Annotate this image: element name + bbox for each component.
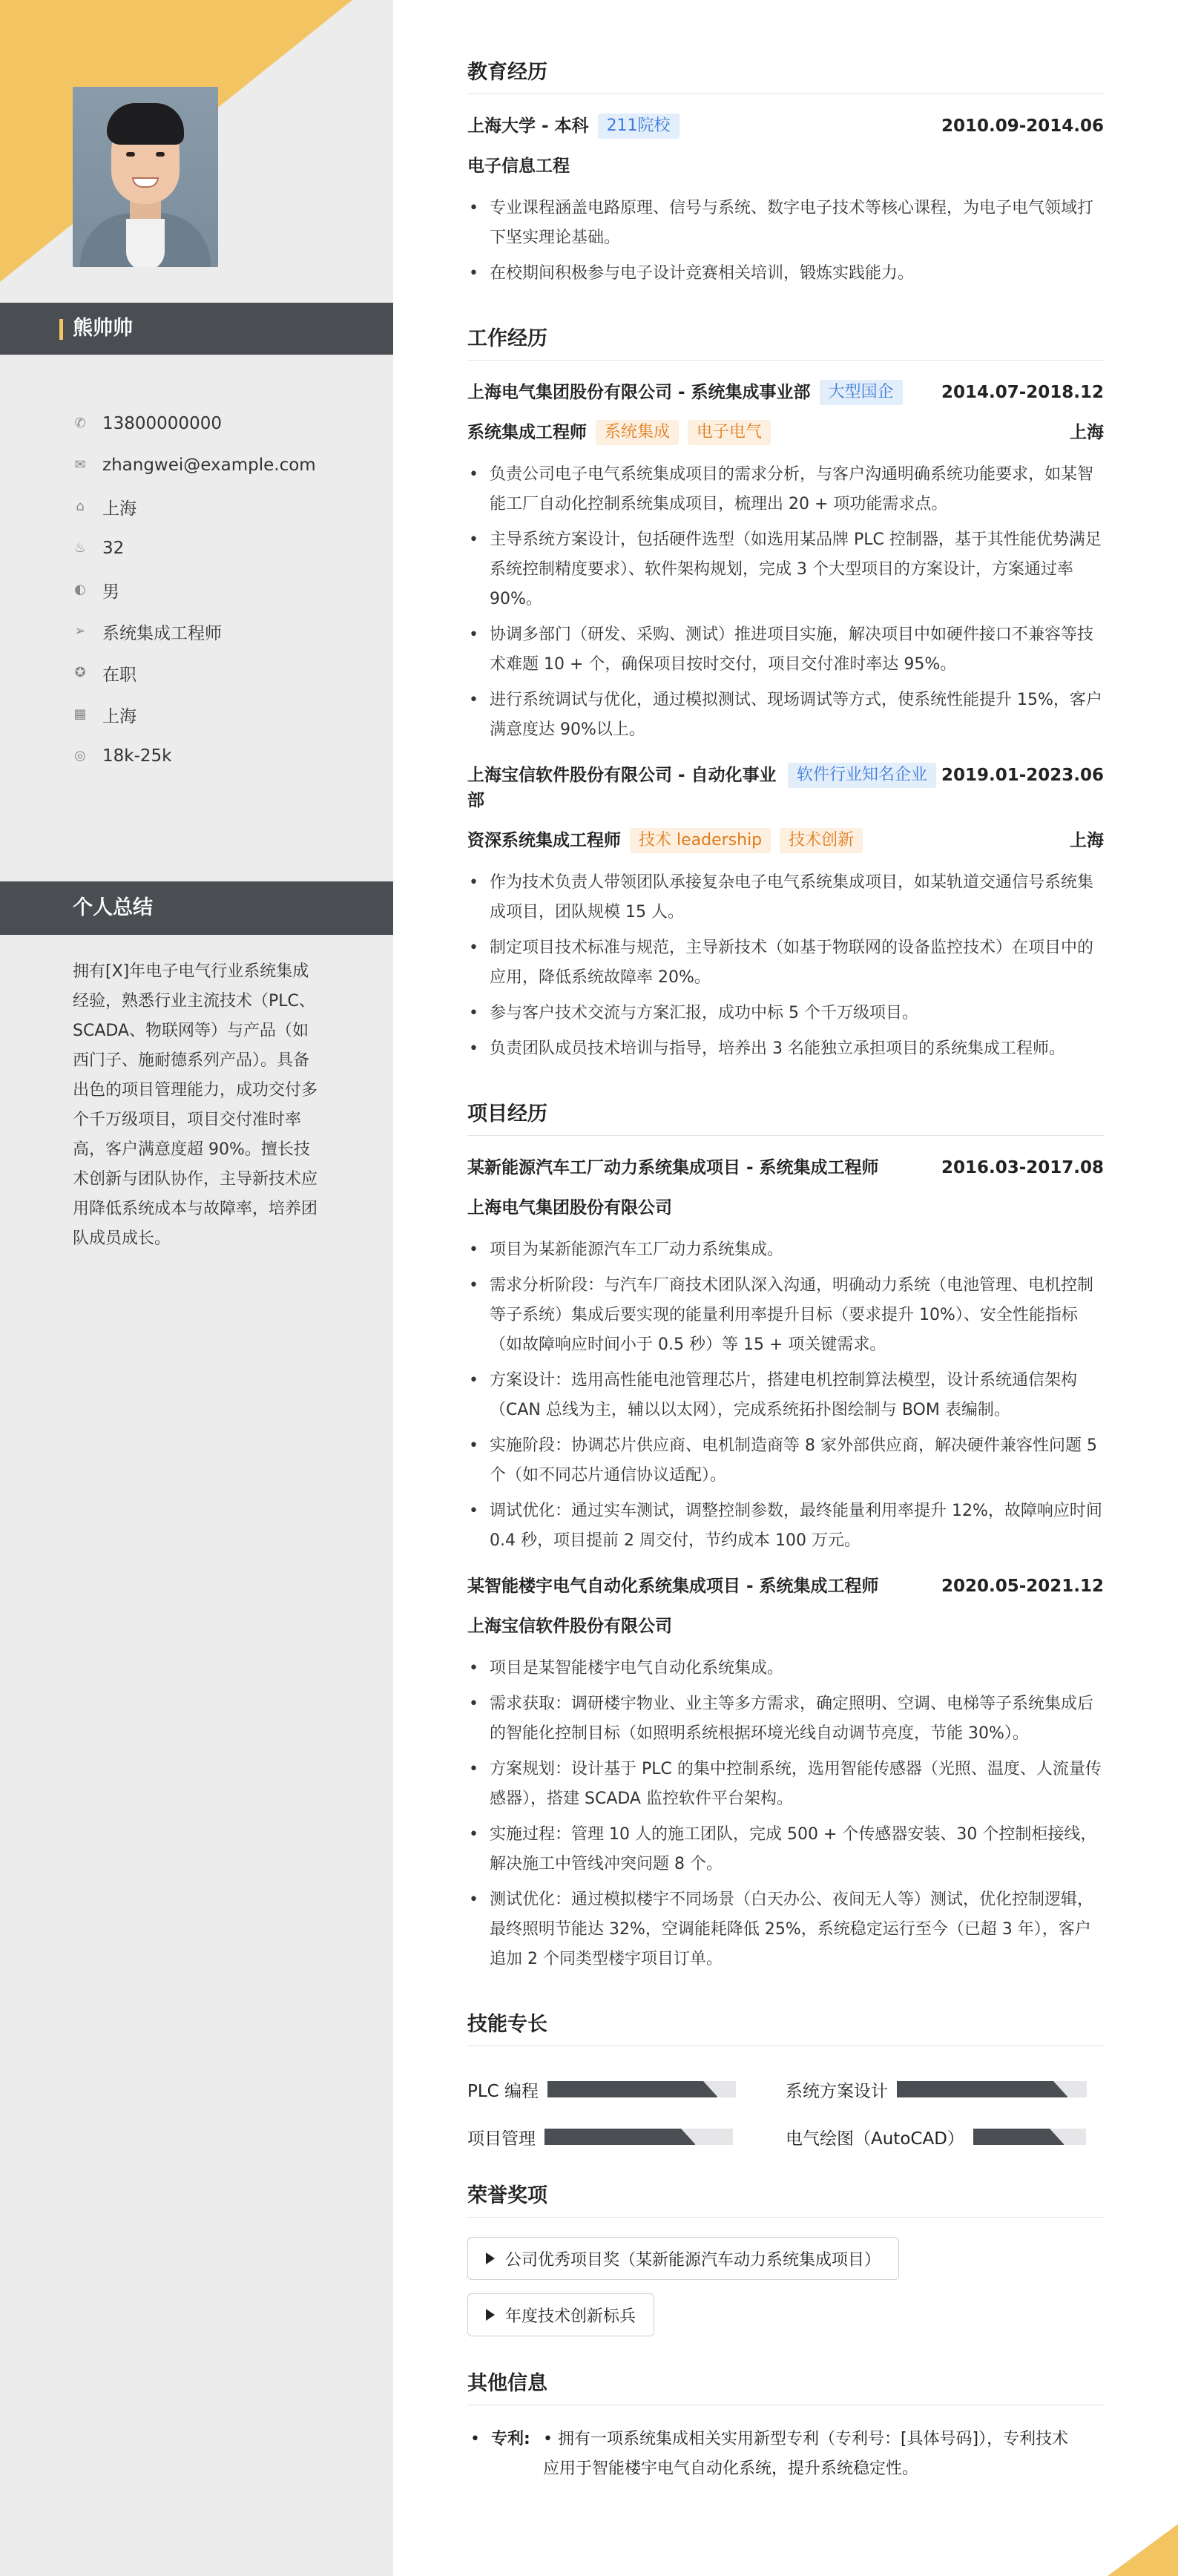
mail-icon: ✉ <box>74 457 86 473</box>
skill-item <box>786 2113 1104 2161</box>
project-company: 上海电气集团股份有限公司 <box>467 1198 672 1218</box>
education-section <box>467 59 1104 289</box>
contact-info <box>73 403 384 777</box>
skill-item <box>786 2066 1104 2113</box>
list-item: • 方案规划：设计基于 PLC 的集中控制系统，选用智能传感器（光照、温度、人流量传感器），搭建 SCADA 监控软件平台架构。 <box>467 1755 1104 1814</box>
education-title: 教育经历 <box>467 59 1104 94</box>
job-date: 2014.07-2018.12 <box>941 383 1104 402</box>
job-role: 资深系统集成工程师 <box>467 831 621 850</box>
home-icon: ⌂ <box>76 499 85 514</box>
projects-section <box>467 1101 1104 1974</box>
role-tag: 电子电气 <box>688 420 771 445</box>
info-row-phone: ✆ 13800000000 <box>73 403 384 444</box>
project-bullets <box>467 1654 1104 1974</box>
skill-name: PLC 编程 <box>467 2081 539 2101</box>
company-tag: 大型国企 <box>820 380 903 405</box>
skill-bar <box>897 2081 1087 2097</box>
education-bullets <box>467 194 1104 289</box>
job-city: 上海 <box>1070 423 1104 442</box>
skill-name: 项目管理 <box>467 2129 536 2149</box>
list-item: • 在校期间积极参与电子设计竞赛相关培训，锻炼实践能力。 <box>467 259 1104 289</box>
other-title: 其他信息 <box>467 2370 1104 2405</box>
skills-title: 技能专长 <box>467 2011 1104 2046</box>
skill-bar <box>973 2129 1086 2145</box>
age-icon: ♨ <box>73 540 87 556</box>
company-name: 上海电气集团股份有限公司 - 系统集成事业部 <box>467 383 811 402</box>
work-title: 工作经历 <box>467 326 1104 361</box>
list-item: • 负责团队成员技术培训与指导，培养出 3 名能独立承担项目的系统集成工程师。 <box>467 1034 1104 1064</box>
other-label: 专利: <box>491 2430 530 2448</box>
list-item: • 制定项目技术标准与规范，主导新技术（如基于物联网的设备监控技术）在项目中的应用，降低系统故障率 20%。 <box>467 933 1104 993</box>
list-item: • 测试优化：通过模拟楼宇不同场景（白天办公、夜间无人等）测试，优化控制逻辑，最终照明节能达 32%，空调能耗降低 25%，系统稳定运行至今（已超 3 年），客户追加 2 个同类型楼宇项目订单。 <box>467 1885 1104 1974</box>
info-row-position: ➢ 系统集成工程师 <box>73 611 384 652</box>
info-row-status: ✪ 在职 <box>73 652 384 694</box>
projects-title: 项目经历 <box>467 1101 1104 1136</box>
role-tag: 技术 leadership <box>630 828 771 853</box>
job-date: 2019.01-2023.06 <box>941 766 1104 785</box>
school-tag: 211院校 <box>598 114 680 139</box>
salary-icon: ◎ <box>74 748 86 763</box>
project-date: 2016.03-2017.08 <box>941 1158 1104 1177</box>
position-icon: ➢ <box>74 623 86 639</box>
role-tag: 系统集成 <box>596 420 679 445</box>
summary-bar <box>0 881 393 935</box>
skill-bar-fill <box>897 2081 1067 2097</box>
city-icon: ▦ <box>73 706 87 722</box>
info-row-email: ✉ zhangwei@example.com <box>73 444 384 486</box>
education-date: 2010.09-2014.06 <box>941 116 1104 136</box>
avatar <box>73 87 218 267</box>
list-item: • 参与客户技术交流与方案汇报，成功中标 5 个千万级项目。 <box>467 999 1104 1028</box>
job-city: 上海 <box>1070 831 1104 850</box>
list-item: • 方案设计：选用高性能电池管理芯片，搭建电机控制算法模型，设计系统通信架构（CAN 总线为主，辅以以太网），完成系统拓扑图绘制与 BOM 表编制。 <box>467 1366 1104 1425</box>
info-row-city: ▦ 上海 <box>73 706 136 726</box>
project-company: 上海宝信软件股份有限公司 <box>467 1617 672 1636</box>
phone-icon: ✆ <box>74 415 86 431</box>
info-row-age: ♨ 32 <box>73 539 125 558</box>
candidate-name: 熊帅帅 <box>73 317 133 340</box>
project-bullets <box>467 1235 1104 1556</box>
name-accent <box>59 319 63 340</box>
play-icon <box>486 2253 495 2264</box>
role-tag: 技术创新 <box>780 828 863 853</box>
skill-item <box>467 2066 786 2113</box>
info-row-gender: ◐ 男 <box>73 569 384 611</box>
award-item: 年度技术创新标兵 <box>467 2293 654 2336</box>
list-item: • 需求获取：调研楼宇物业、业主等多方需求，确定照明、空调、电梯等子系统集成后的智能化控制目标（如照明系统根据环境光线自动调节亮度，节能 30%）。 <box>467 1689 1104 1749</box>
skill-name: 系统方案设计 <box>786 2081 888 2101</box>
skill-bar-fill <box>544 2129 695 2145</box>
skills-grid <box>467 2066 1104 2161</box>
awards-title: 荣誉奖项 <box>467 2183 1104 2218</box>
list-item: • 调试优化：通过实车测试，调整控制参数，最终能量利用率提升 12%，故障响应时间 0.4 秒，项目提前 2 周交付，节约成本 100 万元。 <box>467 1496 1104 1556</box>
list-item: • 项目为某新能源汽车工厂动力系统集成。 <box>467 1235 1104 1265</box>
company-tag: 软件行业知名企业 <box>788 763 936 788</box>
list-item: • 专业课程涵盖电路原理、信号与系统、数字电子技术等核心课程，为电子电气领域打下坚实理论基础。 <box>467 194 1104 253</box>
info-row-home: ⌂ 上海 <box>73 486 384 528</box>
status-icon: ✪ <box>74 665 86 680</box>
skill-bar-fill <box>973 2129 1064 2145</box>
award-item: 公司优秀项目奖（某新能源汽车动力系统集成项目） <box>467 2237 899 2280</box>
list-item: • 负责公司电子电气系统集成项目的需求分析，与客户沟通明确系统功能要求，如某智能工厂自动化控制系统集成项目，梳理出 20 + 项功能需求点。 <box>467 460 1104 519</box>
list-item: • 主导系统方案设计，包括硬件选型（如选用某品牌 PLC 控制器，基于其性能优势满足系统控制精度要求）、软件架构规划，完成 3 个大型项目的方案设计，方案通过率 90%。 <box>467 525 1104 614</box>
play-icon <box>486 2309 495 2321</box>
list-item: • 实施阶段：协调芯片供应商、电机制造商等 8 家外部供应商，解决硬件兼容性问题 5 个（如不同芯片通信协议适配）。 <box>467 1431 1104 1491</box>
list-item: • 协调多部门（研发、采购、测试）推进项目实施，解决项目中如硬件接口不兼容等技术难题 10 + 个，确保项目按时交付，项目交付准时率达 95%。 <box>467 620 1104 680</box>
company-name: 上海宝信软件股份有限公司 - 自动化事业部 <box>467 766 777 810</box>
skill-bar <box>547 2081 736 2097</box>
yellow-corner-decoration-bottom <box>1108 2524 1178 2576</box>
summary-title: 个人总结 <box>73 896 153 919</box>
job-role: 系统集成工程师 <box>467 423 587 442</box>
skill-bar <box>544 2129 733 2145</box>
other-item: • 专利: • 拥有一项系统集成相关实用新型专利（专利号：[具体号码]），专利技术应用于智能楼宇电气自动化系统，提升系统稳定性。 <box>467 2425 1104 2484</box>
skills-section <box>467 2011 1104 2161</box>
name-bar <box>0 303 393 355</box>
project-date: 2020.05-2021.12 <box>941 1577 1104 1596</box>
list-item: • 进行系统调试与优化，通过模拟测试、现场调试等方式，使系统性能提升 15%，客户满意度达 90%以上。 <box>467 686 1104 745</box>
skill-item <box>467 2113 786 2161</box>
gender-icon: ◐ <box>74 582 86 597</box>
skill-bar-fill <box>547 2081 717 2097</box>
list-item: • 项目是某智能楼宇电气自动化系统集成。 <box>467 1654 1104 1683</box>
summary-text: 拥有[X]年电子电气行业系统集成经验，熟悉行业主流技术（PLC、SCADA、物联网等）与产品（如西门子、施耐德系列产品）。具备出色的项目管理能力，成功交付多个千万级项目，项目交付准时率高，客户满意度超 90%。擅长技术创新与团队协作，主导新技术应用降低系统成本与故障率，培养团队成员成长。 <box>73 962 318 1248</box>
main-content <box>467 59 1104 2521</box>
other-text: • 拥有一项系统集成相关实用新型专利（专利号：[具体号码]），专利技术应用于智能楼宇电气自动化系统，提升系统稳定性。 <box>543 2430 1069 2478</box>
awards-section <box>467 2183 1104 2350</box>
work-section <box>467 326 1104 1064</box>
sidebar <box>0 0 393 2576</box>
list-item: • 作为技术负责人带领团队承接复杂电子电气系统集成项目，如某轨道交通信号系统集成项目，团队规模 15 人。 <box>467 868 1104 927</box>
job-bullets <box>467 868 1104 1064</box>
other-section <box>467 2370 1104 2484</box>
project-name: 某新能源汽车工厂动力系统集成项目 - 系统集成工程师 <box>467 1158 879 1177</box>
job-bullets <box>467 460 1104 745</box>
info-row-salary: ◎ 18k-25k <box>73 735 384 777</box>
list-item: • 实施过程：管理 10 人的施工团队，完成 500 + 个传感器安装、30 个控制柜接线，解决施工中管线冲突问题 8 个。 <box>467 1820 1104 1879</box>
skill-name: 电气绘图（AutoCAD） <box>786 2129 964 2149</box>
list-item: • 需求分析阶段：与汽车厂商技术团队深入沟通，明确动力系统（电池管理、电机控制等子系统）集成后要实现的能量利用率提升目标（要求提升 10%）、安全性能指标（如故障响应时间小于 0.5 秒）等 15 + 项关键需求。 <box>467 1271 1104 1360</box>
major: 电子信息工程 <box>467 157 570 176</box>
project-name: 某智能楼宇电气自动化系统集成项目 - 系统集成工程师 <box>467 1577 879 1596</box>
school-name: 上海大学 - 本科 <box>467 116 589 136</box>
